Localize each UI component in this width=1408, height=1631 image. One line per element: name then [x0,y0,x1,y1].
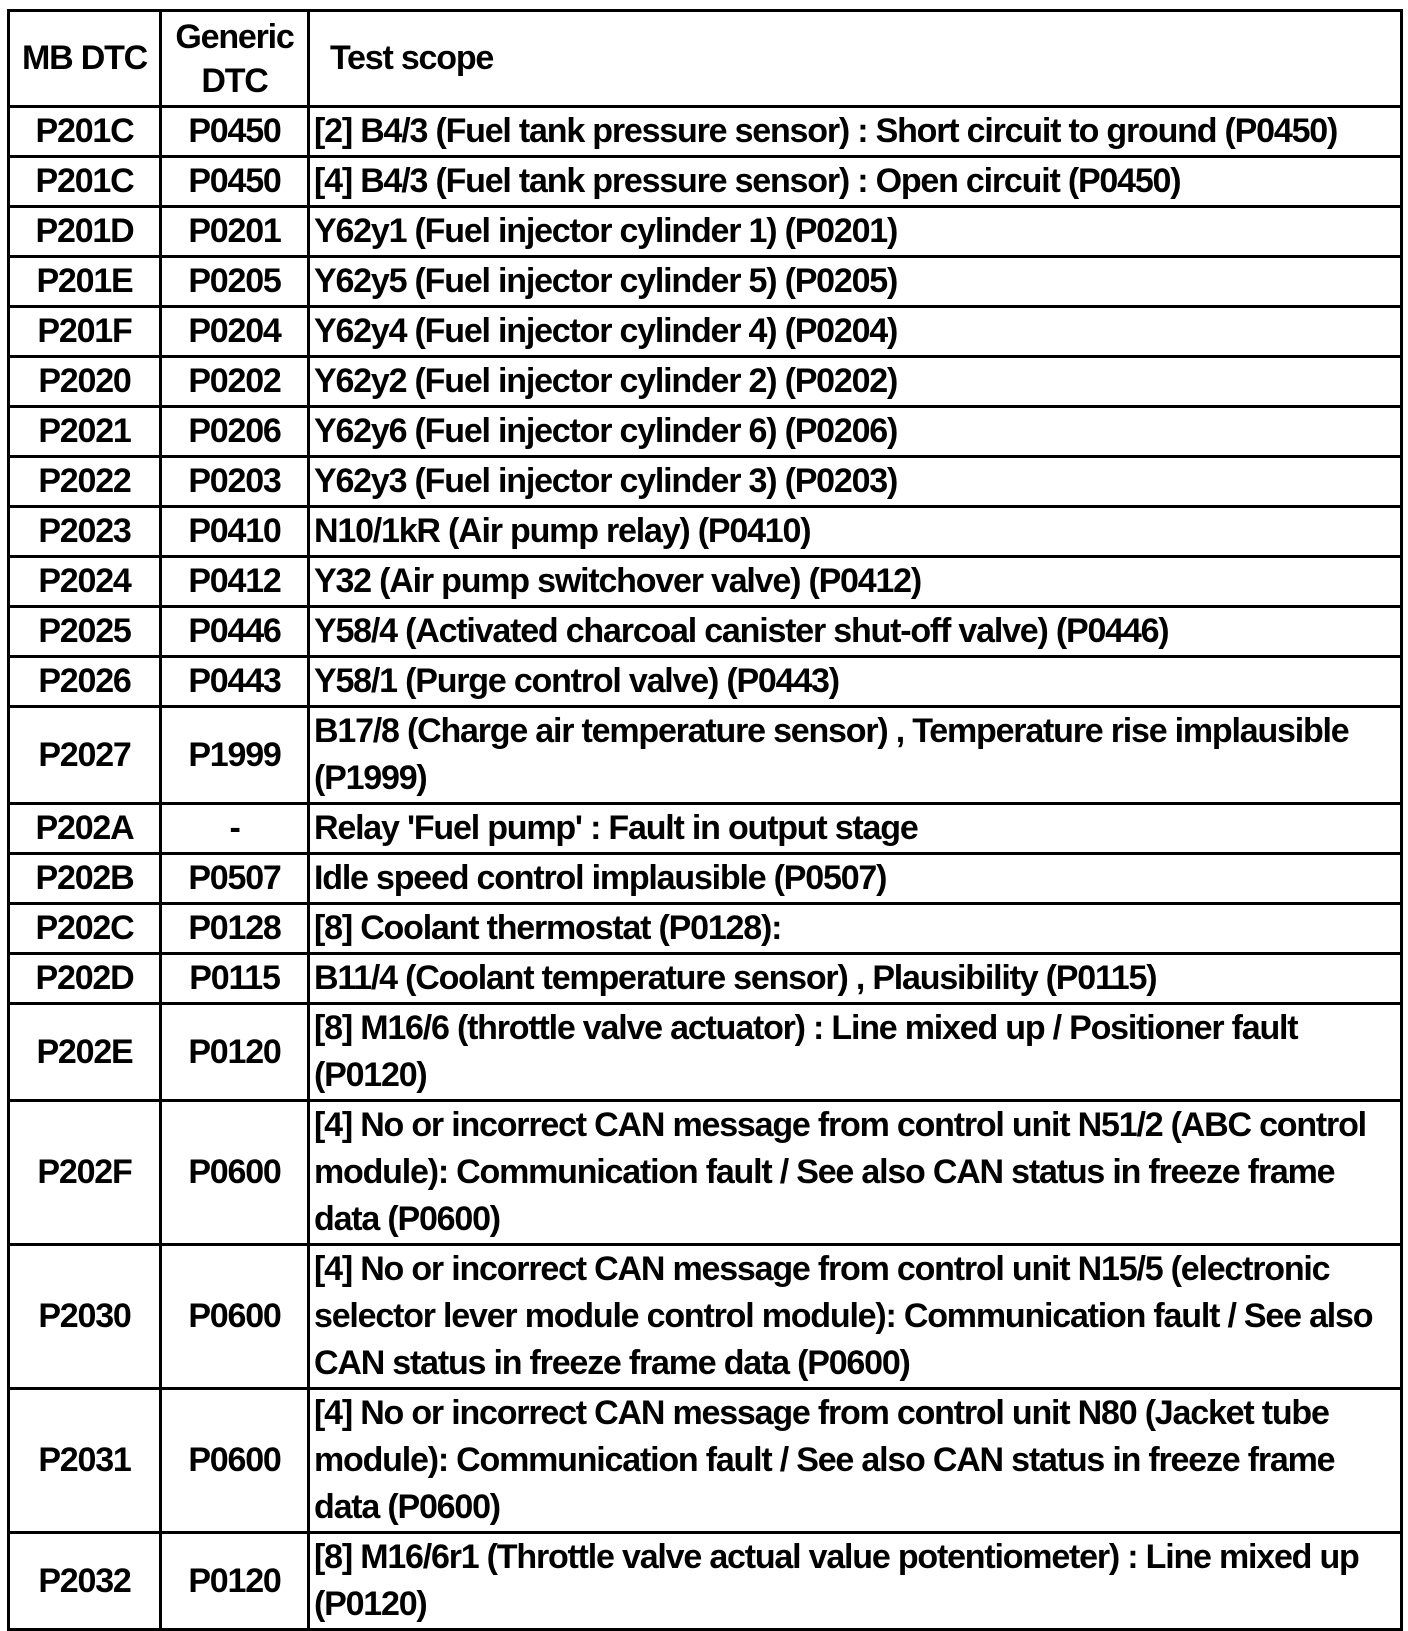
mb-dtc-cell: P2026 [9,657,161,707]
table-row [9,107,1402,157]
table-row [9,804,1402,854]
generic-dtc-cell: P0410 [161,507,309,557]
mb-dtc-cell: P202D [9,954,161,1004]
test-scope-cell: [8] M16/6r1 (Throttle valve actual value potentiometer) : Line mixed up (P0120) [309,1533,1402,1630]
mb-dtc-cell: P201E [9,257,161,307]
header-test-scope: Test scope [309,11,1402,107]
table-row [9,407,1402,457]
mb-dtc-cell: P2027 [9,707,161,804]
generic-dtc-cell: P0203 [161,457,309,507]
table-row [9,1004,1402,1101]
mb-dtc-cell: P201D [9,207,161,257]
table-row [9,707,1402,804]
mb-dtc-cell: P2020 [9,357,161,407]
generic-dtc-cell: - [161,804,309,854]
test-scope-cell: Y58/1 (Purge control valve) (P0443) [309,657,1402,707]
table-row [9,904,1402,954]
mb-dtc-cell: P202B [9,854,161,904]
mb-dtc-cell: P2031 [9,1389,161,1533]
mb-dtc-cell: P202F [9,1101,161,1245]
test-scope-cell: Y62y2 (Fuel injector cylinder 2) (P0202) [309,357,1402,407]
table-row [9,1533,1402,1630]
test-scope-cell: Y32 (Air pump switchover valve) (P0412) [309,557,1402,607]
generic-dtc-cell: P0201 [161,207,309,257]
mb-dtc-cell: P202E [9,1004,161,1101]
table-header [9,11,1402,107]
table-row [9,854,1402,904]
table-row [9,1101,1402,1245]
mb-dtc-cell: P2032 [9,1533,161,1630]
test-scope-cell: B17/8 (Charge air temperature sensor) , Temperature rise implausible (P1999) [309,707,1402,804]
test-scope-cell: Y62y4 (Fuel injector cylinder 4) (P0204) [309,307,1402,357]
generic-dtc-cell: P0450 [161,157,309,207]
test-scope-cell: [8] M16/6 (throttle valve actuator) : Line mixed up / Positioner fault (P0120) [309,1004,1402,1101]
test-scope-cell: Y58/4 (Activated charcoal canister shut-off valve) (P0446) [309,607,1402,657]
test-scope-cell: Idle speed control implausible (P0507) [309,854,1402,904]
generic-dtc-cell: P0115 [161,954,309,1004]
table-row [9,1245,1402,1389]
mb-dtc-cell: P201F [9,307,161,357]
generic-dtc-cell: P0600 [161,1389,309,1533]
table-body [9,107,1402,1630]
generic-dtc-cell: P0600 [161,1101,309,1245]
generic-dtc-cell: P0120 [161,1004,309,1101]
test-scope-cell: Y62y6 (Fuel injector cylinder 6) (P0206) [309,407,1402,457]
mb-dtc-cell: P2025 [9,607,161,657]
mb-dtc-cell: P2022 [9,457,161,507]
test-scope-cell: [4] No or incorrect CAN message from control unit N51/2 (ABC control module): Communication fault / See also CAN status in freeze frame data (P0600) [309,1101,1402,1245]
table-row [9,257,1402,307]
mb-dtc-cell: P201C [9,107,161,157]
generic-dtc-cell: P0412 [161,557,309,607]
header-generic-dtc-line2: DTC [201,61,268,100]
mb-dtc-cell: P2030 [9,1245,161,1389]
table-row [9,954,1402,1004]
generic-dtc-cell: P1999 [161,707,309,804]
mb-dtc-cell: P2024 [9,557,161,607]
generic-dtc-cell: P0600 [161,1245,309,1389]
table-row [9,157,1402,207]
dtc-table [7,9,1403,1631]
mb-dtc-cell: P202C [9,904,161,954]
test-scope-cell: N10/1kR (Air pump relay) (P0410) [309,507,1402,557]
header-generic-dtc [161,11,309,107]
header-generic-dtc-line1: Generic [175,17,294,56]
table-row [9,557,1402,607]
generic-dtc-cell: P0202 [161,357,309,407]
generic-dtc-cell: P0204 [161,307,309,357]
header-row [9,11,1402,107]
generic-dtc-cell: P0205 [161,257,309,307]
generic-dtc-cell: P0443 [161,657,309,707]
mb-dtc-cell: P2021 [9,407,161,457]
mb-dtc-cell: P202A [9,804,161,854]
table-row [9,607,1402,657]
test-scope-cell: Y62y1 (Fuel injector cylinder 1) (P0201) [309,207,1402,257]
test-scope-cell: Y62y5 (Fuel injector cylinder 5) (P0205) [309,257,1402,307]
test-scope-cell: Relay 'Fuel pump' : Fault in output stage [309,804,1402,854]
test-scope-cell: [2] B4/3 (Fuel tank pressure sensor) : Short circuit to ground (P0450) [309,107,1402,157]
header-mb-dtc: MB DTC [9,11,161,107]
test-scope-cell: [4] B4/3 (Fuel tank pressure sensor) : Open circuit (P0450) [309,157,1402,207]
mb-dtc-cell: P201C [9,157,161,207]
test-scope-cell: B11/4 (Coolant temperature sensor) , Plausibility (P0115) [309,954,1402,1004]
generic-dtc-cell: P0446 [161,607,309,657]
table-row [9,357,1402,407]
test-scope-cell: [4] No or incorrect CAN message from control unit N80 (Jacket tube module): Communication fault / See also CAN status in freeze frame data (P0600) [309,1389,1402,1533]
test-scope-cell: [8] Coolant thermostat (P0128): [309,904,1402,954]
generic-dtc-cell: P0507 [161,854,309,904]
table-row [9,207,1402,257]
test-scope-cell: [4] No or incorrect CAN message from control unit N15/5 (electronic selector lever module control module): Communication fault / See also CAN status in freeze frame data (P0600) [309,1245,1402,1389]
generic-dtc-cell: P0450 [161,107,309,157]
generic-dtc-cell: P0120 [161,1533,309,1630]
table-row [9,507,1402,557]
test-scope-cell: Y62y3 (Fuel injector cylinder 3) (P0203) [309,457,1402,507]
table-row [9,457,1402,507]
table-row [9,657,1402,707]
mb-dtc-cell: P2023 [9,507,161,557]
generic-dtc-cell: P0128 [161,904,309,954]
generic-dtc-cell: P0206 [161,407,309,457]
table-row [9,1389,1402,1533]
table-row [9,307,1402,357]
